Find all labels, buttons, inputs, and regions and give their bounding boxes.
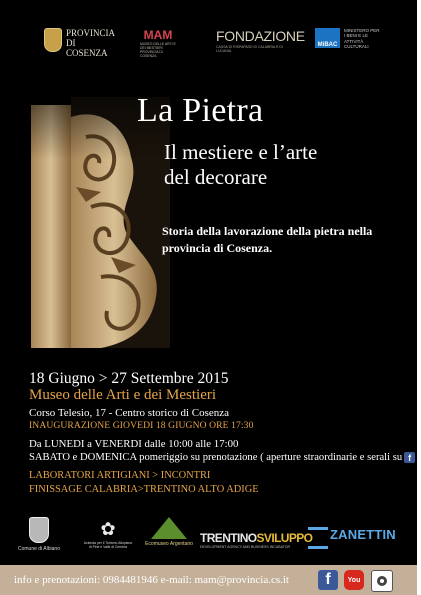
mam-mark: MAM [143, 28, 173, 42]
mibac-logo [315, 28, 380, 49]
fondazione-subtitle: CASSA DI RISPARMIO DI CALABRIA E DI LUCANIA [216, 45, 283, 53]
finissage-line: FINISSAGE CALABRIA>TRENTINO ALTO ADIGE [29, 484, 259, 495]
sviluppo-label: SVILUPPO [256, 531, 313, 545]
instagram-lens [377, 576, 387, 586]
trentino-sviluppo-subtitle: DEVELOPMENT AGENCY AND BUSINESS INCUBATOR [200, 545, 290, 549]
ecomuseo-label: Ecomuseo Argentario [145, 541, 193, 547]
instagram-icon[interactable] [371, 570, 393, 592]
fondazione-logo [216, 28, 305, 53]
weekend-hours-text: SABATO e DOMENICA pomeriggio su prenotazione ( aperture straordinarie e serali su [29, 452, 403, 463]
mam-subtitle: MUSEO DELLE ARTI E DEI MESTIERI PROVINCIA DI COSENZA [140, 42, 176, 58]
provincia-logo [44, 28, 118, 58]
contact-footer [0, 565, 417, 595]
venue-address: Corso Telesio, 17 - Centro storico di Cosenza [29, 407, 230, 419]
albiano-crest-icon [29, 517, 49, 543]
mam-logo [140, 28, 180, 58]
contact-info: info e prenotazioni: 0984481946 e-mail: mam@provincia.cs.it [14, 574, 289, 586]
venue-name: Museo delle Arti e dei Mestieri [29, 387, 217, 403]
provincia-coat-of-arms-icon [44, 28, 62, 52]
apt-label: Azienda per il Turismo Altopiano di Piné e Valle di Cembra [83, 541, 133, 549]
youtube-icon[interactable]: You [344, 570, 364, 590]
mibac-mark: MiBAC [315, 28, 340, 48]
zanettin-logo [306, 527, 410, 542]
carved-stone-image [31, 97, 170, 348]
trentino-label: TRENTINO [200, 531, 257, 545]
apt-logo [82, 520, 134, 549]
trentino-sviluppo-name [200, 531, 313, 545]
apt-flower-icon: ✿ [100, 519, 116, 539]
top-logo-bar [0, 0, 417, 72]
trentino-sviluppo-logo [200, 531, 313, 549]
poster-subtitle-line1: Il mestiere e l’arte [164, 140, 318, 164]
zanettin-label: ZANETTIN [330, 527, 396, 542]
exhibition-dates: 18 Giugno > 27 Settembre 2015 [29, 370, 229, 387]
weekend-hours [29, 452, 421, 463]
mountain-icon [151, 517, 187, 539]
albiano-label: Comune di Albiano [18, 546, 60, 552]
exhibition-description: Storia della lavorazione della pietra nella provincia di Cosenza. [162, 224, 373, 255]
workshops-line: LABORATORI ARTIGIANI > INCONTRI [29, 470, 211, 481]
mibac-label: MINISTERO PER I BENI E LE ATTIVITÀ CULTURALI [344, 28, 380, 49]
facebook-icon[interactable]: f [318, 570, 338, 590]
weekend-hours-close: ) [417, 452, 421, 463]
fondazione-label: FONDAZIONE [216, 28, 305, 44]
weekday-hours: Da LUNEDI a VENERDI dalle 10:00 alle 17:00 [29, 438, 239, 450]
zanettin-mark-icon [308, 527, 328, 549]
poster-subtitle-line2: del decorare [164, 165, 268, 189]
inauguration-info: INAUGURAZIONE GIOVEDI 18 GIUGNO ORE 17:30 [29, 420, 254, 431]
facebook-icon[interactable]: f [404, 452, 415, 463]
partner-logos [0, 512, 417, 564]
poster-title: La Pietra [137, 92, 264, 129]
albiano-logo [14, 517, 64, 552]
ecomuseo-logo [144, 517, 194, 547]
provincia-label: PROVINCIA DI COSENZA [66, 28, 115, 58]
